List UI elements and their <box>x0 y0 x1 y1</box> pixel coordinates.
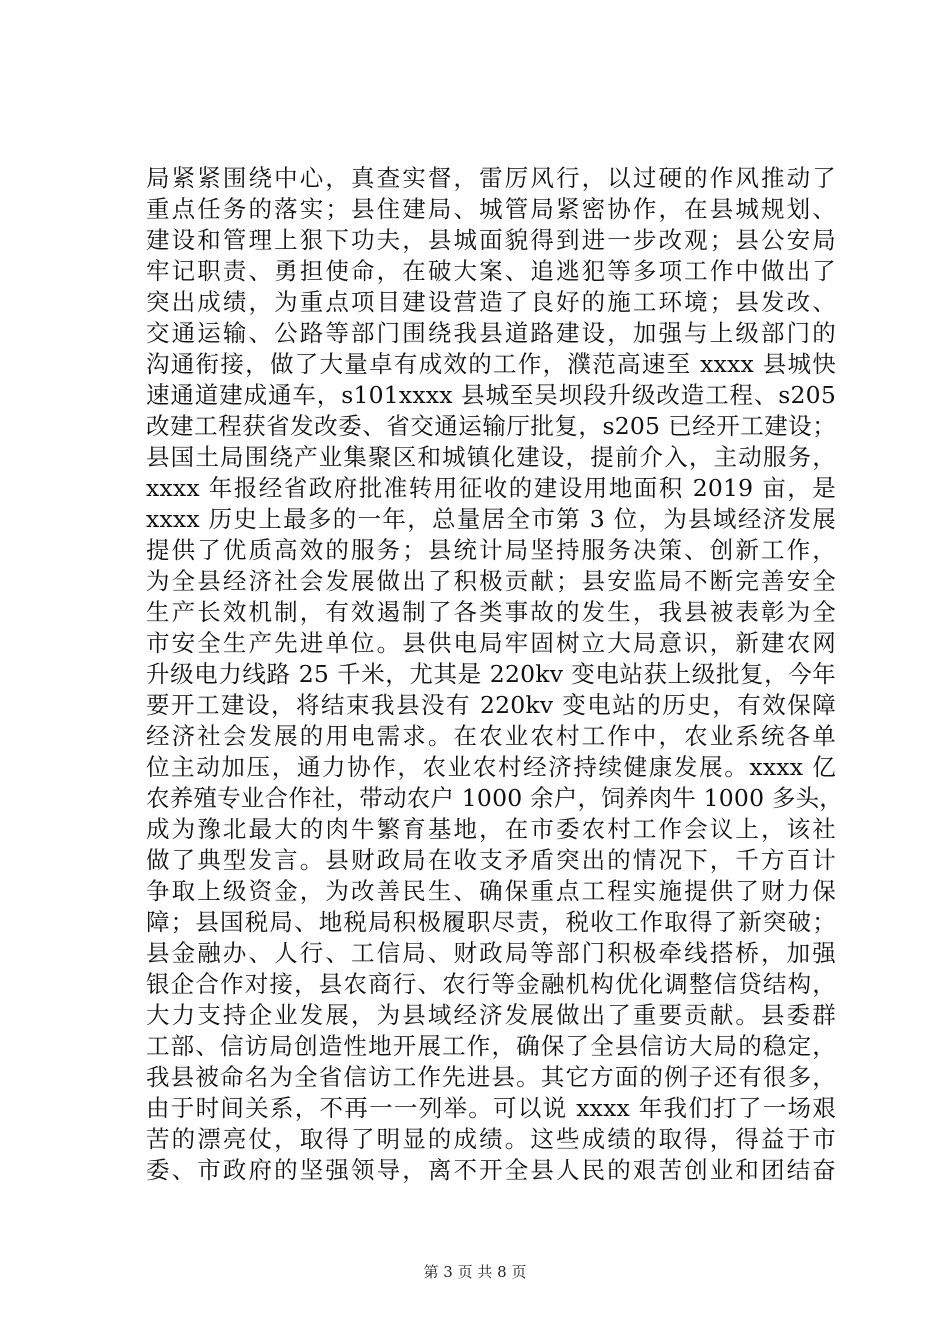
text-line: 委、市政府的坚强领导，离不开全县人民的艰苦创业和团结奋 <box>146 1156 836 1184</box>
text-line: 苦的漂亮仗，取得了明显的成绩。这些成绩的取得，得益于市 <box>146 1125 836 1153</box>
text-line: 改建工程获省发改委、省交通运输厅批复，s205 已经开工建设； <box>146 412 836 440</box>
text-line: 要开工建设，将结束我县没有 220kv 变电站的历史，有效保障 <box>146 691 836 719</box>
text-line: 由于时间关系，不再一一列举。可以说 xxxx 年我们打了一场艰 <box>146 1094 836 1122</box>
text-line: 升级电力线路 25 千米，尤其是 220kv 变电站获上级批复，今年 <box>146 660 836 688</box>
text-line: 经济社会发展的用电需求。在农业农村工作中，农业系统各单 <box>146 722 836 750</box>
text-line: 障；县国税局、地税局积极履职尽责，税收工作取得了新突破； <box>146 908 836 936</box>
text-line: 提供了优质高效的服务；县统计局坚持服务决策、创新工作， <box>146 536 836 564</box>
text-line: 建设和管理上狠下功夫，县城面貌得到进一步改观；县公安局 <box>146 226 836 254</box>
body-text <box>146 163 843 1186</box>
text-line: 县国土局围绕产业集聚区和城镇化建设，提前介入，主动服务， <box>146 443 836 471</box>
text-line: 做了典型发言。县财政局在收支矛盾突出的情况下，千方百计 <box>146 846 836 874</box>
text-line: 为全县经济社会发展做出了积极贡献；县安监局不断完善安全 <box>146 567 836 595</box>
text-line: 沟通衔接，做了大量卓有成效的工作，濮范高速至 xxxx 县城快 <box>146 350 836 378</box>
text-line: 银企合作对接，县农商行、农行等金融机构优化调整信贷结构， <box>146 970 836 998</box>
text-line: 我县被命名为全省信访工作先进县。其它方面的例子还有很多， <box>146 1063 836 1091</box>
text-line: 农养殖专业合作社，带动农户 1000 余户，饲养肉牛 1000 多头， <box>146 784 843 812</box>
text-line: 工部、信访局创造性地开展工作，确保了全县信访大局的稳定， <box>146 1032 836 1060</box>
text-line: 生产长效机制，有效遏制了各类事故的发生，我县被表彰为全 <box>146 598 836 626</box>
text-line: 县金融办、人行、工信局、财政局等部门积极牵线搭桥，加强 <box>146 939 836 967</box>
text-line: xxxx 历史上最多的一年，总量居全市第 3 位，为县域经济发展 <box>146 505 836 533</box>
text-line: 争取上级资金，为改善民生、确保重点工程实施提供了财力保 <box>146 877 836 905</box>
text-line: 牢记职责、勇担使命，在破大案、追逃犯等多项工作中做出了 <box>146 257 836 285</box>
page-footer: 第 3 页 共 8 页 <box>423 1263 527 1281</box>
text-line: 突出成绩，为重点项目建设营造了良好的施工环境；县发改、 <box>146 288 836 316</box>
text-line: 速通道建成通车，s101xxxx 县城至吴坝段升级改造工程、s205 <box>146 381 836 409</box>
text-line: 局紧紧围绕中心，真查实督，雷厉风行，以过硬的作风推动了 <box>146 164 836 192</box>
text-line: 重点任务的落实；县住建局、城管局紧密协作，在县城规划、 <box>146 195 836 223</box>
text-line: 交通运输、公路等部门围绕我县道路建设，加强与上级部门的 <box>146 319 836 347</box>
text-line: 成为豫北最大的肉牛繁育基地，在市委农村工作会议上，该社 <box>146 815 836 843</box>
text-line: xxxx 年报经省政府批准转用征收的建设用地面积 2019 亩，是 <box>146 474 836 502</box>
text-line: 大力支持企业发展，为县域经济发展做出了重要贡献。县委群 <box>146 1001 836 1029</box>
text-line: 位主动加压，通力协作，农业农村经济持续健康发展。xxxx 亿 <box>146 753 836 781</box>
text-line: 市安全生产先进单位。县供电局牢固树立大局意识，新建农网 <box>146 629 836 657</box>
